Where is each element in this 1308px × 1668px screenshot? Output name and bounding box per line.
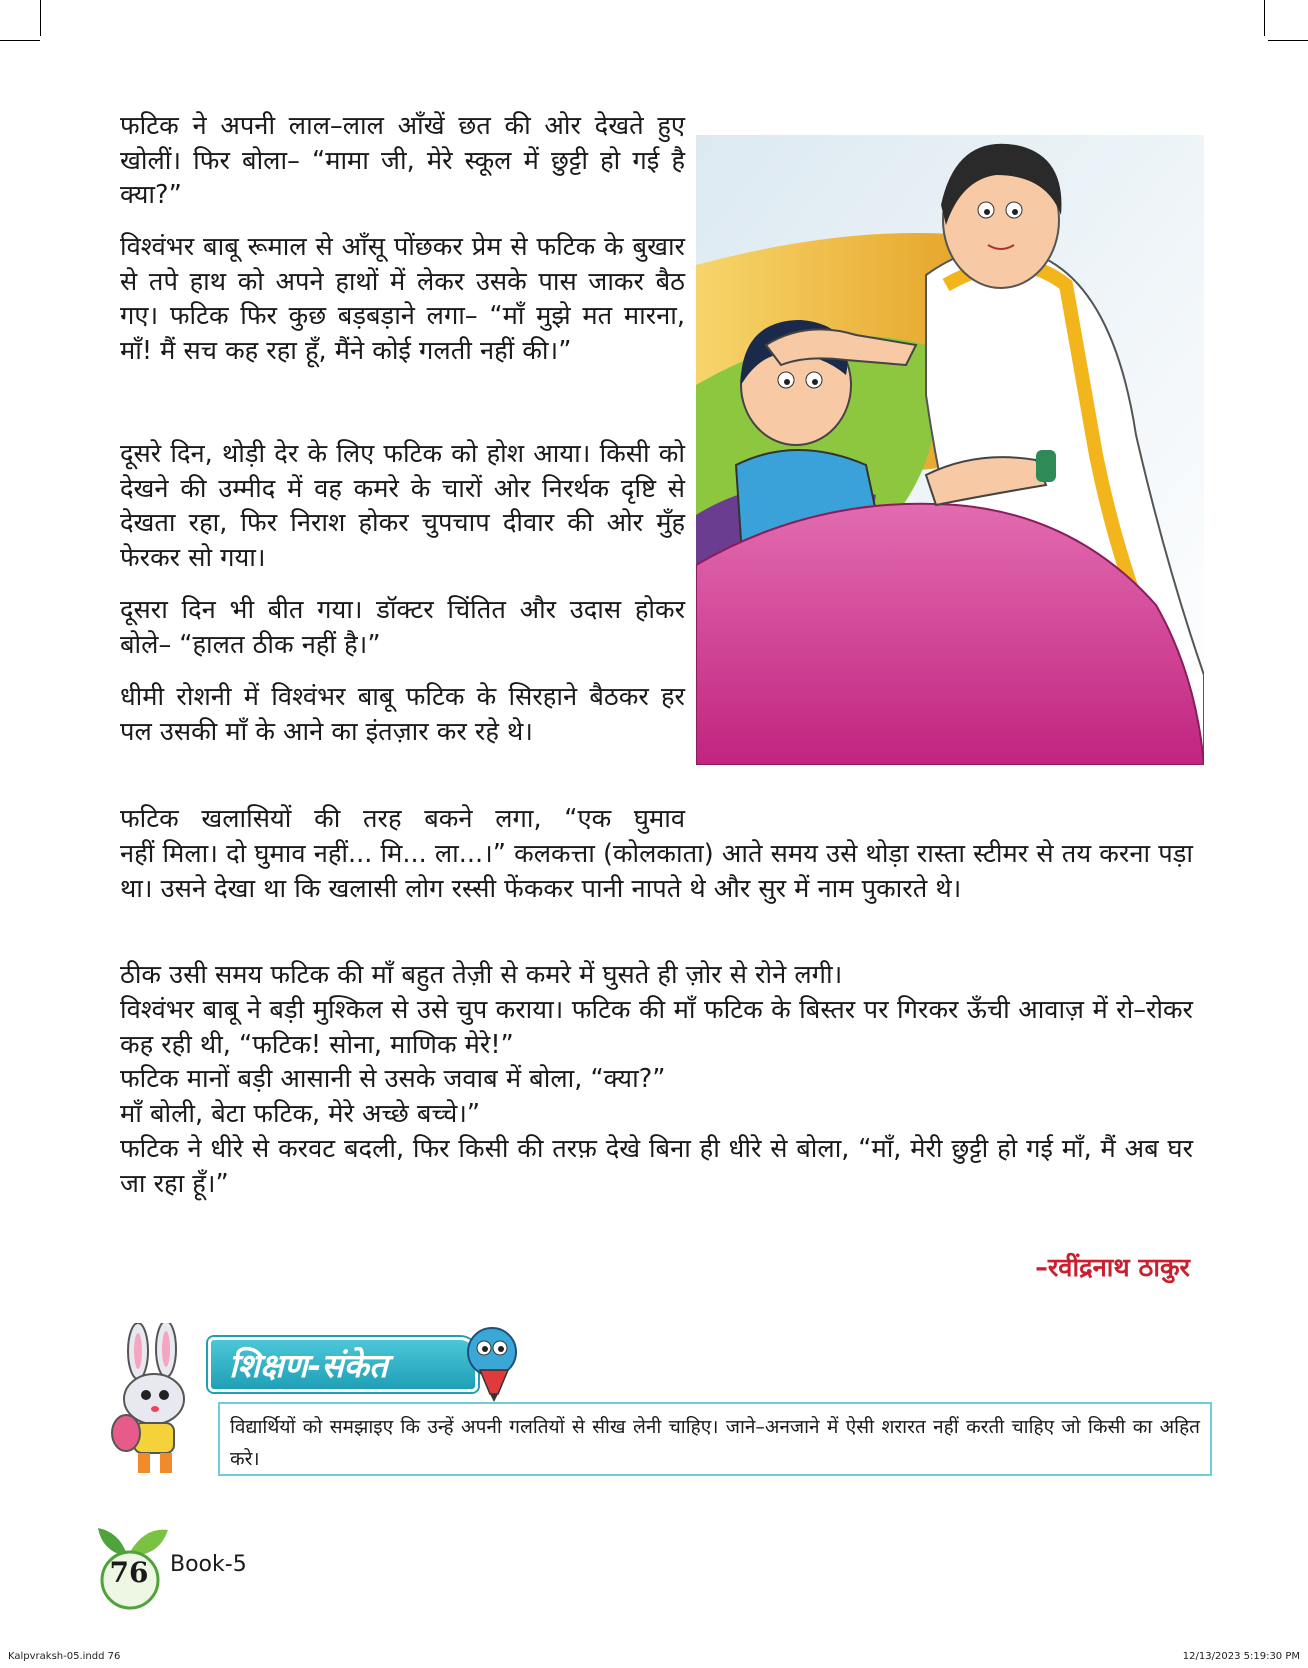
crop-mark	[1264, 0, 1265, 36]
author-credit: –रवींद्रनाथ ठाकुर	[1035, 1253, 1190, 1283]
story-paragraph: ठीक उसी समय फटिक की माँ बहुत तेज़ी से कमरे में घुसते ही ज़ोर से रोने लगी।	[120, 960, 843, 990]
pencil-character-icon	[462, 1322, 526, 1402]
book-label: Book-5	[170, 1552, 247, 1577]
story-paragraph: धीमी रोशनी में विश्वंभर बाबू फटिक के सिरहाने बैठकर हर पल उसकी माँ के आने का इंतज़ार कर रहे थे।	[120, 682, 685, 747]
story-paragraph: फटिक मानों बड़ी आसानी से उसके जवाब में बोला, “क्या?”	[120, 1064, 666, 1094]
crop-mark	[1268, 40, 1308, 41]
crop-mark	[0, 40, 40, 41]
teaching-note-title-text: शिक्षण-संकेत	[229, 1346, 388, 1385]
teaching-note-title	[208, 1337, 478, 1392]
story-illustration	[696, 135, 1204, 765]
bunny-mascot-icon	[108, 1323, 208, 1481]
story-paragraph: दूसरा दिन भी बीत गया। डॉक्टर चिंतित और उदास होकर बोले– “हालत ठीक नहीं है।”	[120, 595, 685, 660]
story-paragraph: विश्वंभर बाबू रूमाल से आँसू पोंछकर प्रेम से फटिक के बुखार से तपे हाथ को अपने हाथों में लेकर उसके पास जाकर बैठ गए। फटिक फिर कुछ बड़बड़ाने लगा– “माँ मुझे मत मारना, माँ! मैं सच कह रहा हूँ, मैंने कोई गलती नहीं की।”	[120, 232, 685, 366]
teaching-note-text: विद्यार्थियों को समझाइए कि उन्हें अपनी गलतियों से सीख लेनी चाहिए। जाने–अनजाने में ऐसी शरारत नहीं करती चाहिए जो किसी का अहित करे।	[230, 1416, 1200, 1470]
story-paragraph: फटिक ने अपनी लाल–लाल आँखें छत की ओर देखते हुए खोलीं। फिर बोला– “मामा जी, मेरे स्कूल में छुट्टी हो गई है क्या?”	[120, 111, 685, 211]
teaching-note-box	[218, 1402, 1212, 1476]
story-paragraph: माँ बोली, बेटा फटिक, मेरे अच्छे बच्चे।”	[120, 1099, 481, 1129]
crop-mark	[40, 0, 41, 36]
story-paragraph: विश्वंभर बाबू ने बड़ी मुश्किल से उसे चुप कराया। फटिक की माँ फटिक के बिस्तर पर गिरकर ऊँची आवाज़ में रो–रोकर कह रही थी, “फटिक! सोना, माणिक मेरे!”	[120, 995, 1193, 1060]
story-paragraph: नहीं मिला। दो घुमाव नहीं... मि... ला...।” कलकत्ता (कोलकाता) आते समय उसे थोड़ा रास्ता स्टीमर से तय करना पड़ा था। उसने देखा था कि खलासी लोग रस्सी फेंककर पानी नापते थे और सुर में नाम पुकारते थे।	[120, 839, 1193, 904]
page-number: 76	[109, 1556, 149, 1589]
story-paragraph: फटिक ने धीरे से करवट बदली, फिर किसी की तरफ़ देखे बिना ही धीरे से बोला, “माँ, मेरी छुट्टी हो गई माँ, मैं अब घर जा रहा हूँ।”	[120, 1134, 1193, 1199]
story-paragraph: दूसरे दिन, थोड़ी देर के लिए फटिक को होश आया। किसी को देखने की उम्मीद में वह कमरे के चारों ओर निरर्थक दृष्टि से देखता रहा, फिर निराश होकर चुपचाप दीवार की ओर मुँह फेरकर सो गया।	[120, 439, 685, 573]
story-paragraph: फटिक खलासियों की तरह बकने लगा, “एक घुमाव	[120, 804, 685, 834]
print-timestamp: 12/13/2023 5:19:30 PM	[1182, 1651, 1300, 1662]
print-file-slug: Kalpvraksh-05.indd 76	[8, 1651, 121, 1662]
